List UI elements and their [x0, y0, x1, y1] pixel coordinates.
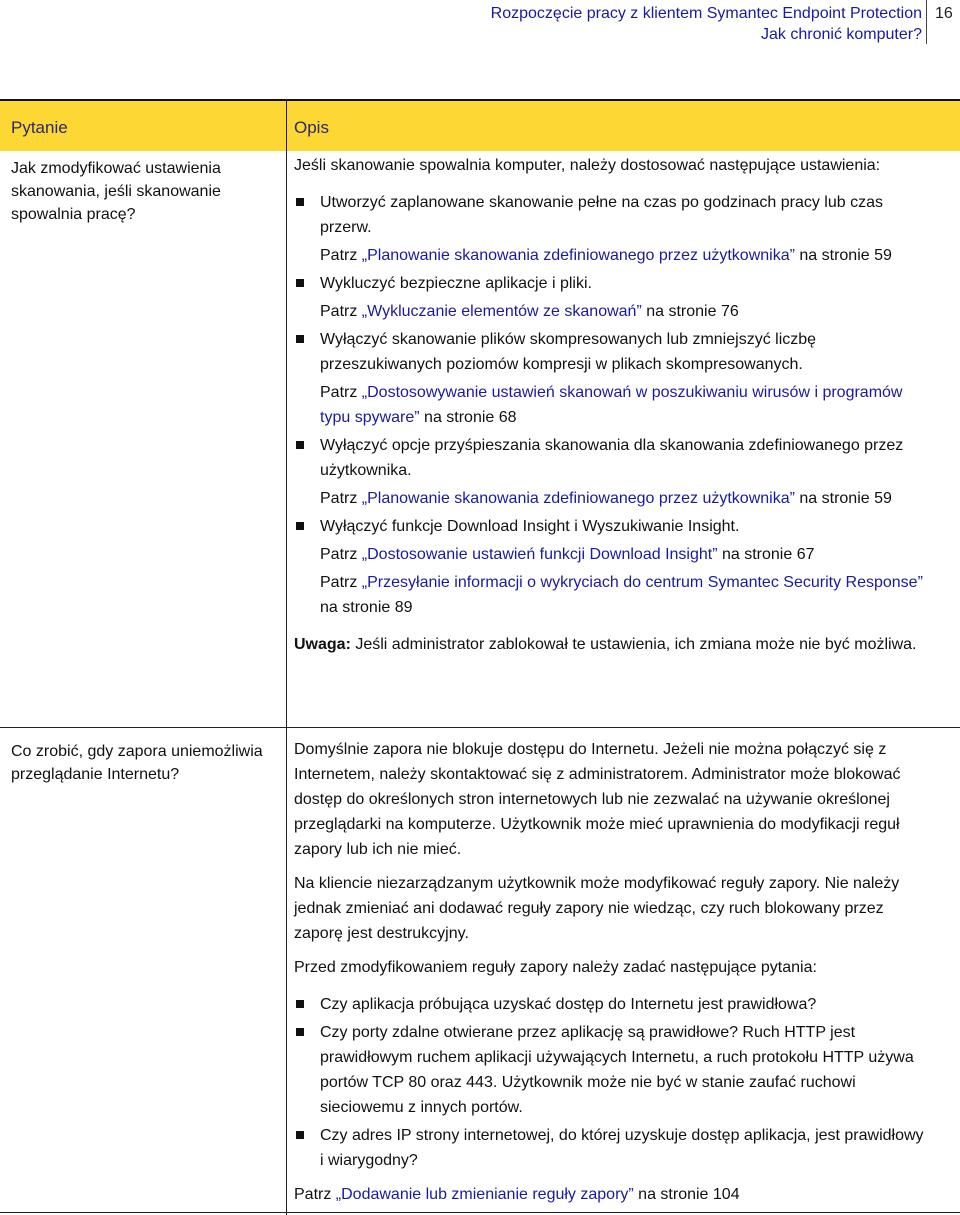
- note-text: Jeśli administrator zablokował te ustawienia, ich zmiana może nie być możliwa.: [350, 636, 917, 653]
- answer-cell-firewall: [294, 737, 924, 1207]
- list-item-text: Wyłączyć skanowanie plików skompresowanych lub zmniejszyć liczbę przeszukiwanych poziomów kompresji w plikach skompresowanych.: [320, 331, 817, 373]
- header-chapter-title: Rozpoczęcie pracy z klientem Symantec Endpoint Protection: [490, 5, 922, 22]
- reference-link[interactable]: „Przesyłanie informacji o wykryciach do centrum Symantec Security Response”: [361, 574, 923, 591]
- reference-suffix: na stronie 67: [717, 546, 815, 563]
- reference-prefix: Patrz: [320, 546, 362, 563]
- reference-link[interactable]: „Planowanie skanowania zdefiniowanego przez użytkownika”: [361, 247, 795, 264]
- bullet-icon: [296, 279, 304, 287]
- bullet-icon: [296, 441, 304, 449]
- list-item-text: Wykluczyć bezpieczne aplikacje i pliki.: [320, 275, 592, 292]
- cross-reference: [320, 380, 924, 430]
- cross-reference: [320, 486, 924, 511]
- bullet-icon: [296, 335, 304, 343]
- reference-suffix: na stronie 59: [794, 247, 892, 264]
- list-item: [294, 992, 924, 1017]
- reference-suffix: na stronie 59: [794, 490, 892, 507]
- list-item: [294, 514, 924, 620]
- list-item: [294, 327, 924, 430]
- column-header-question: Pytanie: [11, 118, 68, 137]
- reference-prefix: Patrz: [320, 384, 362, 401]
- firewall-questions-list: [294, 992, 924, 1173]
- list-item-text: Czy aplikacja próbująca uzyskać dostęp do Internetu jest prawidłowa?: [320, 996, 817, 1013]
- cross-reference: [320, 542, 924, 567]
- bullet-icon: [296, 198, 304, 206]
- list-item-text: Utworzyć zaplanowane skanowanie pełne na czas po godzinach pracy lub czas przerw.: [320, 194, 883, 236]
- reference-link[interactable]: „Wykluczanie elementów ze skanowań”: [361, 303, 642, 320]
- answer-cell-scan-settings: [294, 153, 924, 657]
- reference-prefix: Patrz: [320, 490, 362, 507]
- reference-prefix: Patrz: [320, 303, 362, 320]
- table-bottom-rule: [0, 1212, 960, 1213]
- note: [294, 632, 924, 657]
- reference-suffix: na stronie 104: [633, 1186, 740, 1203]
- question-cell-scan-settings: Jak zmodyfikować ustawienia skanowania, jeśli skanowanie spowalnia pracę?: [11, 160, 221, 223]
- column-header-description: Opis: [294, 118, 329, 137]
- list-item-text: Wyłączyć funkcje Download Insight i Wyszukiwanie Insight.: [320, 518, 740, 535]
- scan-settings-list: [294, 190, 924, 620]
- reference-link[interactable]: „Planowanie skanowania zdefiniowanego przez użytkownika”: [361, 490, 795, 507]
- list-item-text: Wyłączyć opcje przyśpieszania skanowania dla skanowania zdefiniowanego przez użytkownika.: [320, 437, 904, 479]
- answer-intro: Jeśli skanowanie spowalnia komputer, należy dostosować następujące ustawienia:: [294, 157, 881, 174]
- reference-suffix: na stronie 76: [641, 303, 739, 320]
- reference-suffix: na stronie 68: [419, 409, 517, 426]
- header-separator: [926, 0, 927, 44]
- cross-reference: [320, 570, 924, 620]
- reference-prefix: Patrz: [320, 247, 362, 264]
- list-item-text: Czy porty zdalne otwierane przez aplikację są prawidłowe? Ruch HTTP jest prawidłowym ruchem aplikacji używających Internetu, a ruch protokołu HTTP używa portów TCP 80 oraz 443. Użytkownik może nie być w stanie zaufać ruchowi sieciowemu z innych portów.: [320, 1024, 914, 1116]
- cross-reference: [320, 299, 924, 324]
- column-divider: [286, 99, 287, 1215]
- bullet-icon: [296, 1000, 304, 1008]
- list-item: [294, 1123, 924, 1173]
- firewall-paragraph-3: Przed zmodyfikowaniem reguły zapory należy zadać następujące pytania:: [294, 959, 817, 976]
- cross-reference: [320, 243, 924, 268]
- bullet-icon: [296, 1028, 304, 1036]
- list-item: [294, 271, 924, 324]
- firewall-paragraph-1: Domyślnie zapora nie blokuje dostępu do Internetu. Jeżeli nie można połączyć się z Internetem, należy skontaktować się z administratorem. Administrator może blokować dostęp do określonych stron internetowych lub nie zezwalać na używanie określonej przeglądarki na komputerze. Użytkownik może mieć uprawnienia do modyfikacji reguł zapory lub ich nie mieć.: [294, 741, 901, 858]
- list-item: [294, 1020, 924, 1120]
- list-item-text: Czy adres IP strony internetowej, do której uzyskuje dostęp aplikacja, jest prawidłowy i wiarygodny?: [320, 1127, 924, 1169]
- table-header-row: [0, 99, 960, 151]
- note-label: Uwaga:: [294, 636, 351, 653]
- list-item: [294, 433, 924, 511]
- firewall-paragraph-2: Na kliencie niezarządzanym użytkownik może modyfikować reguły zapory. Nie należy jednak zmieniać ani dodawać reguły zapory nie wiedząc, czy ruch blokowany przez zaporę jest destrukcyjny.: [294, 875, 900, 942]
- list-item: [294, 190, 924, 268]
- question-cell-firewall: Co zrobić, gdy zapora uniemożliwia przeglądanie Internetu?: [11, 743, 263, 783]
- page-number: 16: [935, 5, 953, 22]
- running-header: [362, 3, 922, 45]
- reference-link[interactable]: „Dostosowanie ustawień funkcji Download Insight”: [361, 546, 718, 563]
- bullet-icon: [296, 1131, 304, 1139]
- reference-prefix: Patrz: [294, 1186, 336, 1203]
- firewall-reference: [294, 1182, 924, 1207]
- reference-link[interactable]: „Dodawanie lub zmienianie reguły zapory”: [335, 1186, 634, 1203]
- reference-prefix: Patrz: [320, 574, 362, 591]
- bullet-icon: [296, 522, 304, 530]
- header-section-title: Jak chronić komputer?: [761, 26, 922, 43]
- row-divider: [0, 727, 960, 728]
- reference-link[interactable]: „Dostosowywanie ustawień skanowań w poszukiwaniu wirusów i programów typu spyware”: [320, 384, 903, 426]
- reference-suffix: na stronie 89: [320, 599, 413, 616]
